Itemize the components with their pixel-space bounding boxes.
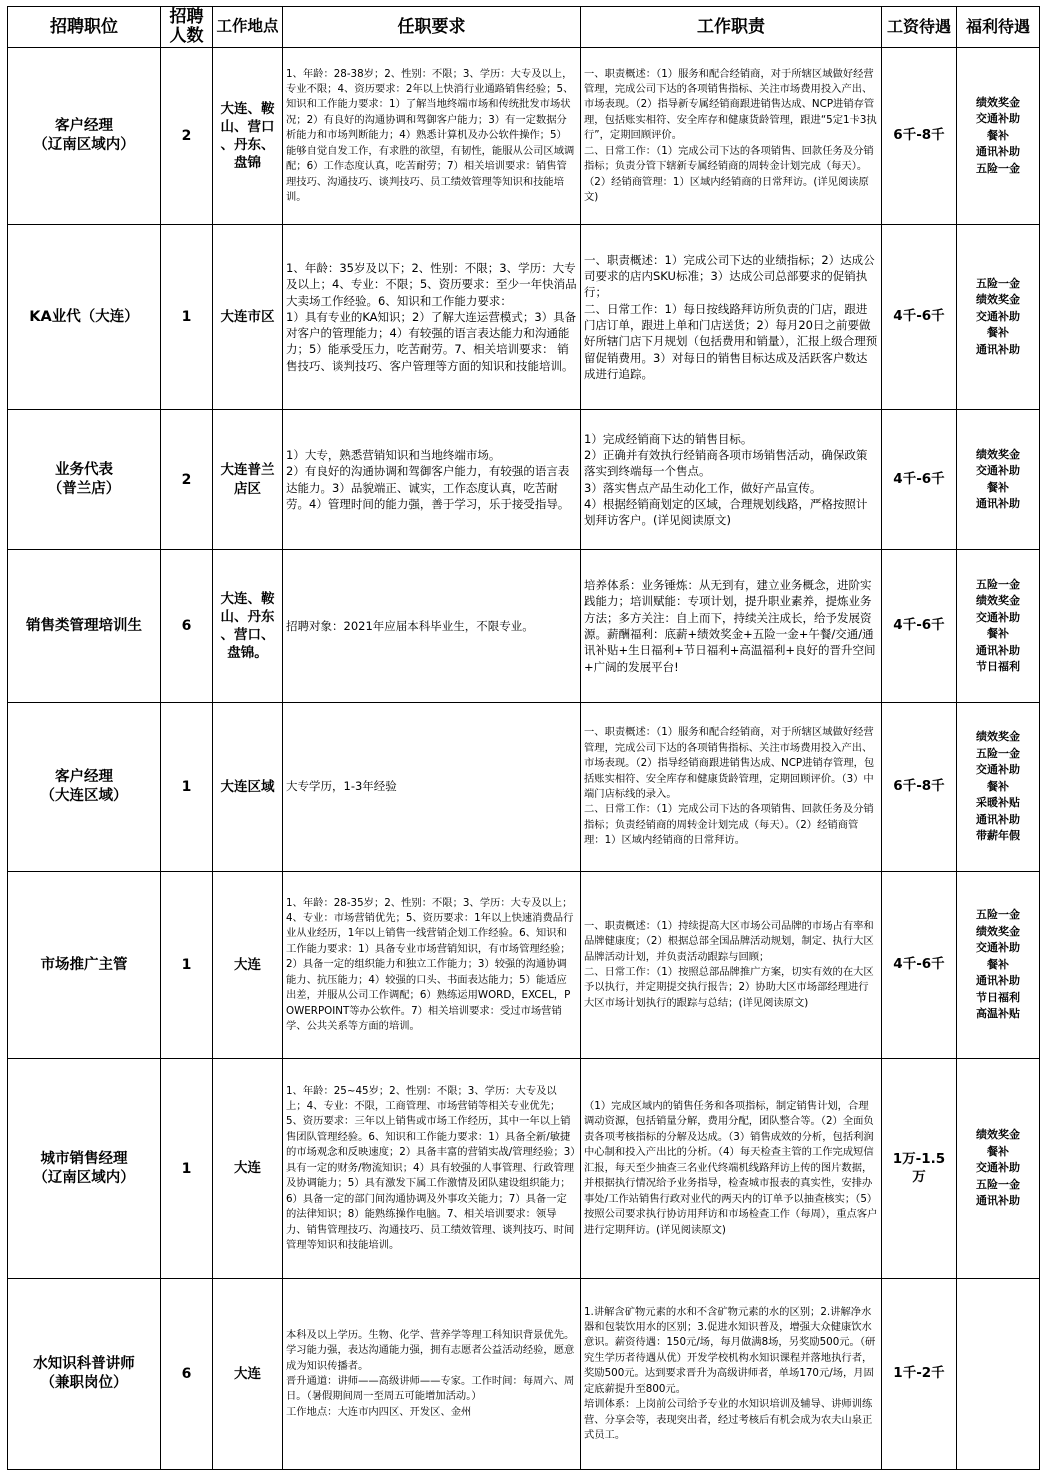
benefit-item: 通讯补助 xyxy=(976,1194,1020,1208)
salary: 4千-6千 xyxy=(882,872,957,1059)
work-location: 大连、鞍 山、丹东 、营口、 盘锦。 xyxy=(213,550,283,703)
job-requirements: 本科及以上学历。生物、化学、营养学等理工科知识背景优先。 学习能力强，表达沟通能力强，拥有志愿者公益活动经验，愿意成为知识传播者。 晋升通道：讲师——高级讲师——专家。工作时间：每周六、周日。（暑假期间周一至周五可能增加活动。） 工作地点：大连市内四区、开发区、金州 xyxy=(283,1279,581,1470)
benefit-item: 高温补贴 xyxy=(976,1007,1020,1021)
position-title: 城市销售经理 （辽南区域内） xyxy=(8,1059,161,1279)
position-title: KA业代（大连） xyxy=(8,225,161,410)
benefit-item: 绩效奖金 xyxy=(976,447,1020,461)
hire-count: 1 xyxy=(161,703,213,872)
benefit-item: 交通补助 xyxy=(976,610,1020,624)
benefit-item: 通讯补助 xyxy=(976,497,1020,510)
hire-count: 6 xyxy=(161,1279,213,1470)
benefit-item: 五险一金 xyxy=(976,1177,1020,1191)
benefit-item: 通讯补助 xyxy=(976,643,1020,657)
benefit-item: 节日福利 xyxy=(976,990,1020,1004)
benefits xyxy=(957,1059,1040,1279)
hire-count: 1 xyxy=(161,872,213,1059)
job-duties: （1）完成区域内的销售任务和各项指标，制定销售计划，合理调动资源，包括销量分解，费用分配，团队整合等。（2）全面负责各项考核指标的分解及达成。（3）销售成效的分析，包括利润中心制和投入产出比的分析。（4）每天检查主管的工作完成短信汇报，每天至少抽查三名业代终端机线路拜访上传的图片数据，并根据执行情况给予业务指导，检查城市报表的真实性，安排办事处/工作站销售行政对业代的两天内的订单予以抽查核实；（5）按照公司要求执行协访用拜访和市场检查工作（每周），重点客户进行定期拜访。(详见阅读原文) xyxy=(581,1059,882,1279)
job-row xyxy=(8,225,1040,410)
hire-count: 2 xyxy=(161,48,213,225)
benefit-item: 餐补 xyxy=(987,326,1009,340)
benefit-item: 餐补 xyxy=(987,128,1009,142)
benefits xyxy=(957,550,1040,703)
job-requirements: 1、年龄：28-35岁；2、性别：不限；3、学历：大专及以上；4、专业：市场营销优先；5、资历要求：1年以上快速消费品行业从业经历，1年以上销售一线营销企划工作经验。6、知识和工作能力要求：1）具备专业市场营销知识，有市场管理经验；2）具备一定的组织能力和独立工作能力；3）较强的沟通协调能力、抗压能力；4）较强的口头、书面表达能力；5）能适应出差，并服从公司工作调配；6）熟练运用WORD，EXCEL，POWERPOINT等办公软件。7）相关培训要求：受过市场营销学、公共关系等方面的培训。 xyxy=(283,872,581,1059)
job-requirements: 招聘对象：2021年应届本科毕业生，不限专业。 xyxy=(283,550,581,703)
benefit-item: 绩效奖金 xyxy=(976,924,1020,938)
position-title: 业务代表 （普兰店） xyxy=(8,410,161,550)
benefits xyxy=(957,225,1040,410)
benefit-item: 节日福利 xyxy=(976,660,1020,673)
salary: 6千-8千 xyxy=(882,48,957,225)
benefit-item: 交通补助 xyxy=(976,464,1020,477)
job-row xyxy=(8,872,1040,1059)
job-duties: 1）完成经销商下达的销售目标。 2）正确并有效执行经销商各项市场销售活动，确保政策落实到终端每一个售点。 3）落实售点产品生动化工作，做好产品宣传。 4）根据经销商划定的区域，合理规划线路，严格按照计划拜访客户。(详见阅读原文) xyxy=(581,410,882,550)
job-row xyxy=(8,410,1040,550)
benefit-item: 绩效奖金 xyxy=(976,1128,1020,1142)
benefit-item: 五险一金 xyxy=(976,276,1020,290)
benefits xyxy=(957,48,1040,225)
benefits xyxy=(957,1279,1040,1470)
header-benefits: 福利待遇 xyxy=(957,7,1040,48)
benefit-item: 五险一金 xyxy=(976,746,1020,760)
work-location: 大连 xyxy=(213,1279,283,1470)
benefit-item: 五险一金 xyxy=(976,908,1020,922)
benefit-item: 交通补助 xyxy=(976,763,1020,777)
benefit-item: 交通补助 xyxy=(976,941,1020,955)
position-title: 客户经理 （大连区域） xyxy=(8,703,161,872)
job-duties: 一、职责概述：（1）持续提高大区市场公司品牌的市场占有率和品牌健康度；（2）根据总部全国品牌活动规划，制定、执行大区品牌活动计划，并负责活动跟踪与回顾； 二、日常工作：（1）按照总部品牌推广方案，切实有效的在大区予以执行，并定期提交执行报告；2）协助大区市场部经理进行大区市场计划执行的跟踪与总结；(详见阅读原文) xyxy=(581,872,882,1059)
job-requirements: 1）大专，熟悉营销知识和当地终端市场。 2）有良好的沟通协调和驾御客户能力，有较强的语言表达能力。3）品貌端正、诚实，工作态度认真，吃苦耐劳。4）管理时间的能力强，善于学习，乐于接受指导。 xyxy=(283,410,581,550)
benefit-item: 通讯补助 xyxy=(976,812,1020,826)
benefit-item: 餐补 xyxy=(987,1144,1009,1158)
work-location: 大连、鞍 山、营口 、丹东、 盘锦 xyxy=(213,48,283,225)
salary: 4千-6千 xyxy=(882,550,957,703)
benefit-item: 餐补 xyxy=(987,957,1009,971)
benefit-item: 五险一金 xyxy=(976,577,1020,591)
position-title: 水知识科普讲师 （兼职岗位） xyxy=(8,1279,161,1470)
salary: 6千-8千 xyxy=(882,703,957,872)
hire-count: 1 xyxy=(161,1059,213,1279)
job-requirements: 1、年龄：28-38岁；2、性别：不限；3、学历：大专及以上，专业不限；4、资历要求：2年以上快消行业通路销售经验；5、知识和工作能力要求：1）了解当地终端市场和传统批发市场状况；2）有良好的沟通协调和驾御客户能力；3）有一定数据分析能力和市场判断能力；4）熟悉计算机及办公软件操作；5）能够自觉自发工作，有求胜的欲望，有韧性，能服从公司区域调配；6）工作态度认真，吃苦耐劳；7）相关培训要求：销售管理技巧、沟通技巧、谈判技巧、员工绩效管理等知识和技能培训。 xyxy=(283,48,581,225)
work-location: 大连 xyxy=(213,1059,283,1279)
salary: 1万-1.5 万 xyxy=(882,1059,957,1279)
salary: 1千-2千 xyxy=(882,1279,957,1470)
benefit-item: 绩效奖金 xyxy=(976,293,1020,307)
job-row xyxy=(8,1279,1040,1470)
job-duties: 一、职责概述：1）完成公司下达的业绩指标；2）达成公司要求的店内SKU标准；3）达成公司总部要求的促销执行； 二、日常工作：1）每日按线路拜访所负责的门店，跟进门店订单，跟进上单和门店送货；2）每月20日之前要做好所辖门店下月规划（包括费用和销量），汇报上级合理预留促销费用。3）对每日的销售目标达成及活跃客户数达成进行追踪。 xyxy=(581,225,882,410)
benefit-item: 绩效奖金 xyxy=(976,730,1020,744)
job-listing-table xyxy=(7,6,1040,1470)
benefit-item: 五险一金 xyxy=(976,161,1020,175)
job-row xyxy=(8,48,1040,225)
work-location: 大连 xyxy=(213,872,283,1059)
job-requirements: 1、年龄：35岁及以下；2、性别：不限；3、学历：大专及以上；4、专业：不限；5、资历要求：至少一年快消品大卖场工作经验。6、知识和工作能力要求： 1）具有专业的KA知识；2）了解大连运营模式；3）具备对客户的管理能力；4）有较强的语言表达能力和沟通能力；5）能承受压力，吃苦耐劳。7、相关培训要求： 销售技巧、谈判技巧、客户管理等方面的知识和技能培训。 xyxy=(283,225,581,410)
benefit-item: 交通补助 xyxy=(976,1161,1020,1175)
job-duties: 培养体系：业务锤炼：从无到有，建立业务概念，进阶实践能力；培训赋能：专项计划，提升职业素养，提炼业务方法；多方关注：自上而下，持续关注成长，给予发展资源。薪酬福利：底薪+绩效奖金+五险一金+午餐/交通/通讯补贴+生日福利+节日福利+高温福利+良好的晋升空间+广阔的发展平台! xyxy=(581,550,882,703)
job-row xyxy=(8,1059,1040,1279)
benefit-item: 通讯补助 xyxy=(976,145,1020,159)
position-title: 市场推广主管 xyxy=(8,872,161,1059)
job-row xyxy=(8,703,1040,872)
work-location: 大连区域 xyxy=(213,703,283,872)
benefits xyxy=(957,703,1040,872)
position-title: 客户经理 （辽南区域内） xyxy=(8,48,161,225)
benefit-item: 交通补助 xyxy=(976,309,1020,323)
benefit-item: 通讯补助 xyxy=(976,974,1020,988)
job-row xyxy=(8,550,1040,703)
benefits xyxy=(957,410,1040,550)
benefit-item: 绩效奖金 xyxy=(976,95,1020,109)
job-duties: 1.讲解含矿物元素的水和不含矿物元素的水的区别；2.讲解净水器和包装饮用水的区别；3.促进水知识普及，增强大众健康饮水意识。薪资待遇：150元/场，每月做满8场，另奖励500元。（研究生学历者待遇从优）开发学校机构水知识课程并落地执行者，奖励500元。达到要求晋升为高级讲师者，单场170元/场，月固定底薪提升至800元。 培训体系：上岗前公司给予专业的水知识培训及辅导、讲师训练营、分享会等，表现突出者，经过考核后有机会成为农夫山泉正式员工。 xyxy=(581,1279,882,1470)
job-duties: 一、职责概述：（1）服务和配合经销商，对于所辖区域做好经营管理，完成公司下达的各项销售指标、关注市场费用投入产出、市场表现。（2）指导经销商跟进销售达成、NCP进销存管理，包括账实相符、安全库存和健康货龄管理，定期回顾评价。（3）中端门店标线的录入。 二、日常工作：（1）完成公司下达的各项销售、回款任务及分销指标；负责经销商的周转金计划完成（每天）。（2）经销商管理：1）区域内经销商的日常拜访。 xyxy=(581,703,882,872)
header-count: 招聘 人数 xyxy=(161,7,213,48)
job-duties: 一、职责概述：（1）服务和配合经销商，对于所辖区域做好经营管理，完成公司下达的各项销售指标、关注市场费用投入产出、市场表现。（2）指导新专属经销商跟进销售达成、NCP进销存管理，包括账实相符、安全库存和健康货龄管理，跟进“5定1卡3执行”，定期回顾评价。 二、日常工作：（1）完成公司下达的各项销售、回款任务及分销指标；负责分管下辖新专属经销商的周转金计划完成（每天）。（2）经销商管理：1）区域内经销商的日常拜访。(详见阅读原文) xyxy=(581,48,882,225)
hire-count: 2 xyxy=(161,410,213,550)
benefit-item: 通讯补助 xyxy=(976,342,1020,356)
benefit-item: 餐补 xyxy=(987,480,1009,494)
header-location: 工作地点 xyxy=(213,7,283,48)
header-salary: 工资待遇 xyxy=(882,7,957,48)
work-location: 大连普兰 店区 xyxy=(213,410,283,550)
header-duties: 工作职责 xyxy=(581,7,882,48)
benefit-item: 带薪年假 xyxy=(976,829,1020,843)
work-location: 大连市区 xyxy=(213,225,283,410)
header-row xyxy=(8,7,1040,48)
benefit-item: 餐补 xyxy=(987,627,1009,640)
benefits xyxy=(957,872,1040,1059)
benefit-item: 采暖补贴 xyxy=(976,796,1020,810)
job-requirements: 大专学历，1-3年经验 xyxy=(283,703,581,872)
hire-count: 1 xyxy=(161,225,213,410)
salary: 4千-6千 xyxy=(882,225,957,410)
header-position: 招聘职位 xyxy=(8,7,161,48)
header-requirements: 任职要求 xyxy=(283,7,581,48)
salary: 4千-6千 xyxy=(882,410,957,550)
benefit-item: 交通补助 xyxy=(976,112,1020,126)
benefit-item: 绩效奖金 xyxy=(976,594,1020,607)
hire-count: 6 xyxy=(161,550,213,703)
benefit-item: 餐补 xyxy=(987,779,1009,793)
job-requirements: 1、年龄：25~45岁；2、性别：不限；3、学历：大专及以上；4、专业：不限，工商管理、市场营销等相关专业优先；5、资历要求：三年以上销售或市场工作经历，其中一年以上销售团队管理经验。6、知识和工作能力要求：1）具备全新/敏捷的市场观念和反映速度；2）具备丰富的营销实战/管理经验；3）具有一定的财务/物流知识；4）具有较强的人事管理、行政管理及协调能力；5）具有激发下属工作激情及团队建设组织能力；6）具备一定的部门间沟通协调及外事攻关能力；7）具备一定的法律知识；8）能熟练操作电脑。7、相关培训要求：领导力、销售管理技巧、沟通技巧、员工绩效管理、谈判技巧、时间管理等知识和技能培训。 xyxy=(283,1059,581,1279)
position-title: 销售类管理培训生 xyxy=(8,550,161,703)
